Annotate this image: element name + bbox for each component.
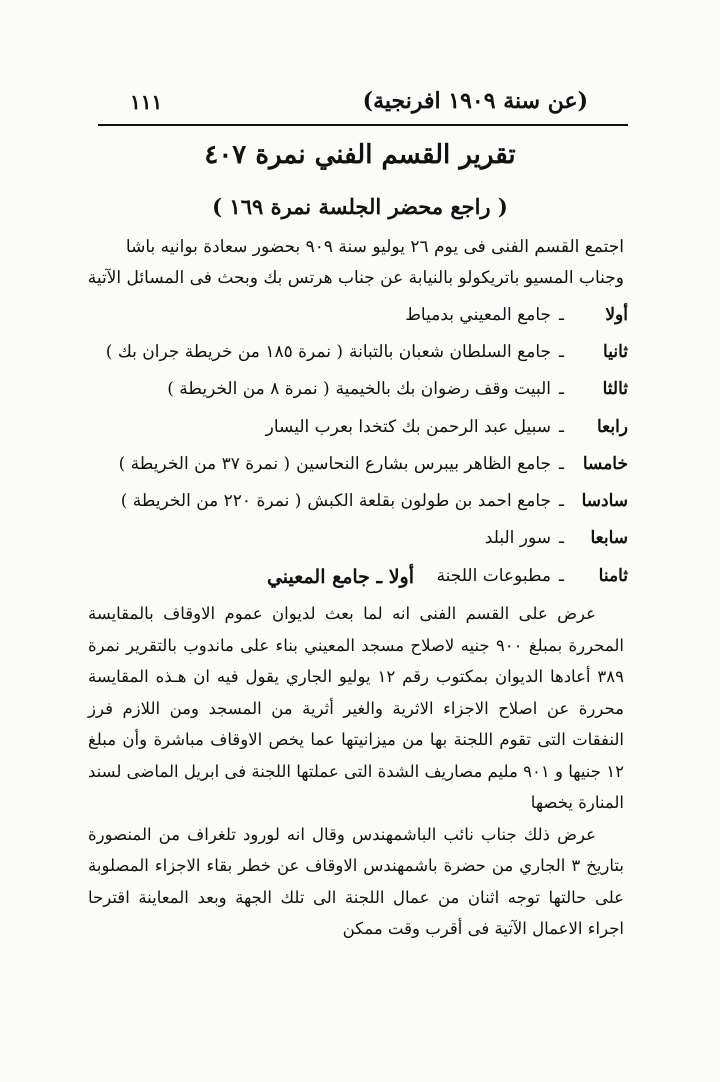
agenda-ordinal: سادسا <box>581 491 628 512</box>
agenda-text: سبيل عبد الرحمن بك كتخدا بعرب اليسار <box>265 416 552 437</box>
body-paragraph: عرض ذلك جناب نائب الباشمهندس وقال انه لورود تلغراف من المنصورة بتاريخ ٣ الجاري من حضرة باشمهندس الاوقاف عن خطر بقاء الاجزاء المصلوبة على حالتها توجه اثنان من عمال اللجنة الى تلك الجهة وبعد المعاينة اقترحا اجراء الاعمال الآتية فى أقرب وقت ممكن <box>88 824 624 938</box>
running-header <box>96 84 624 124</box>
agenda-item: ثامنا ـ مطبوعات اللجنة <box>436 565 628 586</box>
agenda-text: جامع المعيني بدمياط <box>405 304 552 325</box>
agenda-ordinal: خامسا <box>582 453 628 474</box>
agenda-text: مطبوعات اللجنة <box>436 565 552 586</box>
agenda-item: سابعا ـ سور البلد <box>484 528 628 549</box>
agenda-note: ( نمرة ٢٢٠ من الخريطة ) <box>120 491 302 512</box>
agenda-ordinal: ثامنا <box>598 565 628 586</box>
agenda-item: ثانيا ـ جامع السلطان شعبان بالتبانة ( نمرة ١٨٥ من خريطة جران بك ) <box>105 341 628 362</box>
agenda-ordinal: رابعا <box>596 416 628 437</box>
agenda-item: ثالثا ـ البيت وقف رضوان بك بالخيمية ( نمرة ٨ من الخريطة ) <box>167 379 628 400</box>
section-heading: أولا ـ جامع المعيني <box>266 566 414 588</box>
agenda-ordinal: سابعا <box>590 528 628 549</box>
page-number: ١١١ <box>130 90 163 114</box>
agenda-note: ( نمرة ٣٧ من الخريطة ) <box>118 453 291 474</box>
agenda-item: سادسا ـ جامع احمد بن طولون بقلعة الكبش ( نمرة ٢٢٠ من الخريطة ) <box>120 491 628 512</box>
agenda-item: رابعا ـ سبيل عبد الرحمن بك كتخدا بعرب اليسار <box>265 416 628 437</box>
agenda-ordinal: أولا <box>605 304 628 325</box>
intro-line: اجتمع القسم الفنى فى يوم ٢٦ يوليو سنة ٩٠٩ بحضور سعادة بوانيه باشا <box>125 237 624 257</box>
agenda-ordinal: ثانيا <box>603 341 628 362</box>
agenda-text: البيت وقف رضوان بك بالخيمية <box>335 379 552 400</box>
agenda-list <box>88 296 628 594</box>
agenda-text: جامع السلطان شعبان بالتبانة <box>349 341 552 362</box>
agenda-text: سور البلد <box>484 528 552 549</box>
intro-line: وجناب المسيو باتريكولو بالنيابة عن جناب هرتس بك وبحث فى المسائل الآتية <box>87 268 624 288</box>
report-title: تقرير القسم الفني نمرة ٤٠٧ <box>204 140 516 170</box>
agenda-note: ( نمرة ٨ من الخريطة ) <box>167 379 330 400</box>
agenda-item: أولا ـ جامع المعيني بدمياط <box>405 304 628 325</box>
header-rule <box>98 124 628 126</box>
agenda-ordinal: ثالثا <box>602 379 628 400</box>
running-title: (عن سنة ١٩٠٩ افرنجية) <box>362 88 588 114</box>
agenda-note: ( نمرة ١٨٥ من خريطة جران بك ) <box>105 341 344 362</box>
body-paragraph: عرض على القسم الفنى انه لما بعث لديوان عموم الاوقاف بالمقايسة المحررة بمبلغ ٩٠٠ جنيه لاصلاح مسجد المعيني بناء على ماندوب بالتقرير نمرة ٣٨٩ أعادها الديوان بمكتوب رقم ١٢ يوليو الجاري يقول فيه ان هـذه المقايسة محررة عن اصلاح الاجزاء الاثرية والغير أثرية من المسجد ومن اللازم فرز النفقات التى تقوم اللجنة بها من ميزانيتها عما يخص الاوقاف مباشرة وأن مبلغ ١٢ جنيها و ٩٠١ مليم مصاريف الشدة التى عملتها اللجنة فى ابريل الماضى لسند المنارة يخصها <box>88 604 625 812</box>
agenda-item: خامسا ـ جامع الظاهر بيبرس بشارع النحاسين ( نمرة ٣٧ من الخريطة ) <box>118 453 628 474</box>
section-body <box>88 598 624 945</box>
report-subtitle: ( راجع محضر الجلسة نمرة ١٦٩ ) <box>212 194 508 219</box>
agenda-text: جامع الظاهر بيبرس بشارع النحاسين <box>296 453 552 474</box>
intro-paragraph <box>84 232 624 294</box>
agenda-text: جامع احمد بن طولون بقلعة الكبش <box>307 491 552 512</box>
